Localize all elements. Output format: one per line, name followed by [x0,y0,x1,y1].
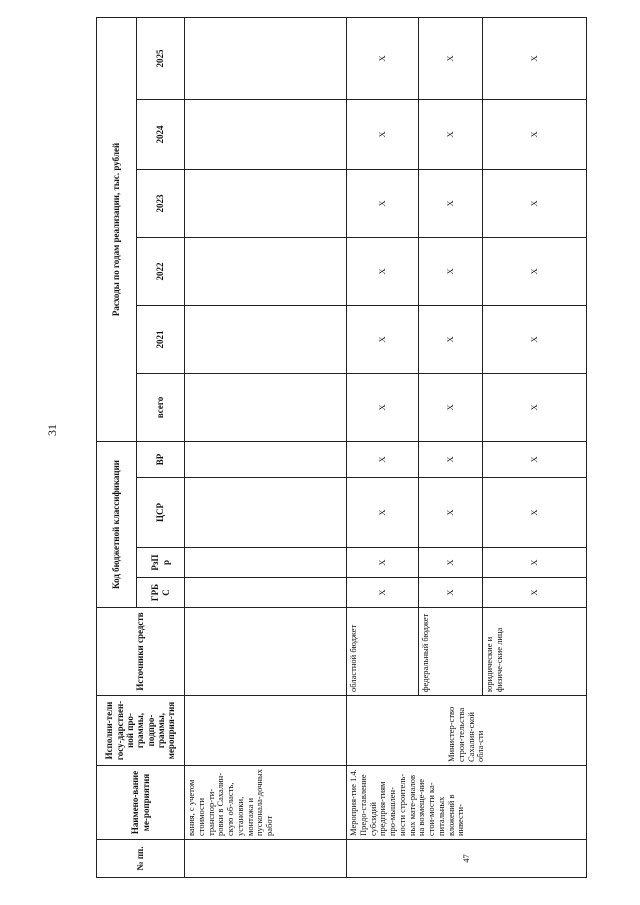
cell-x: X [419,373,483,441]
page-number: 31 [45,424,59,436]
cell-x: X [419,169,483,237]
header-name: Наимено-вание ме-роприятия [97,766,185,840]
cell-x: X [419,237,483,305]
cell-x: X [347,305,419,373]
header-2022: 2022 [137,237,185,305]
cell-empty [185,17,347,99]
cell-x: X [347,578,419,608]
cell-empty [185,441,347,477]
cell-x: X [419,478,483,548]
header-grbs: ГРБ С [137,578,185,608]
header-2023: 2023 [137,169,185,237]
cell-x: X [347,99,419,169]
cell-measure-name: Мероприя-тие 1.4. Предо-ставление субсидий предприя-тиям про-мышлен-ности строитель-ных мате-риалов на возмеще-ние стои-мости ка-питальных вложений в инвести- [347,766,587,840]
cell-x: X [483,169,587,237]
cell-x: X [483,17,587,99]
table-row-continuation [185,17,347,877]
header-budget-code: Код бюджетной классификации [97,441,137,607]
cell-x: X [483,441,587,477]
cell-row-number: 47 [347,840,587,878]
header-total: всего [137,373,185,441]
budget-table [96,17,587,878]
cell-x: X [347,441,419,477]
header-expenses: Расходы по годам реализации, тыс. рублей [97,17,137,441]
table-row-47-oblast [347,17,419,877]
cell-source-legal: юридические и физиче-ские лица [483,608,587,696]
header-vr: ВР [137,441,185,477]
cell-continuation-num [185,840,347,878]
cell-empty [185,373,347,441]
cell-x: X [347,548,419,578]
header-sources: Источники средств [97,608,185,696]
cell-x: X [347,478,419,548]
cell-x: X [347,237,419,305]
cell-empty [185,608,347,696]
cell-x: X [483,99,587,169]
cell-x: X [483,578,587,608]
cell-source-oblast: областной бюджет [347,608,419,696]
cell-empty [185,696,347,766]
cell-empty [185,169,347,237]
cell-x: X [483,305,587,373]
header-2024: 2024 [137,99,185,169]
cell-continuation-name: вания, с учетом стоимости транспор-ти-ровки в Сахалин-скую об-ласть, установки, монтажа и пусконала-дочных работ [185,766,347,840]
cell-empty [185,478,347,548]
cell-x: X [347,169,419,237]
cell-x: X [347,373,419,441]
cell-x: X [419,305,483,373]
cell-x: X [419,548,483,578]
cell-executor: Министер-ство строи-тельства Сахалин-ской обла-сти [347,696,587,766]
cell-empty [185,548,347,578]
header-num: № пп. [97,840,185,878]
cell-empty [185,99,347,169]
cell-x: X [419,99,483,169]
header-csr: ЦСР [137,478,185,548]
rotated-table-wrapper [96,48,586,878]
header-executors: Исполни-тели госу-дарствен-ной про-граммы, подпро-граммы, мероприя-тия [97,696,185,766]
cell-x: X [483,478,587,548]
cell-x: X [419,441,483,477]
header-2021: 2021 [137,305,185,373]
header-rzpr: РзП р [137,548,185,578]
cell-x: X [483,237,587,305]
cell-empty [185,237,347,305]
cell-x: X [483,373,587,441]
cell-source-federal: федеральный бюджет [419,608,483,696]
cell-x: X [347,17,419,99]
cell-x: X [419,578,483,608]
cell-x: X [419,17,483,99]
cell-empty [185,305,347,373]
cell-x: X [483,548,587,578]
cell-empty [185,578,347,608]
header-2025: 2025 [137,17,185,99]
